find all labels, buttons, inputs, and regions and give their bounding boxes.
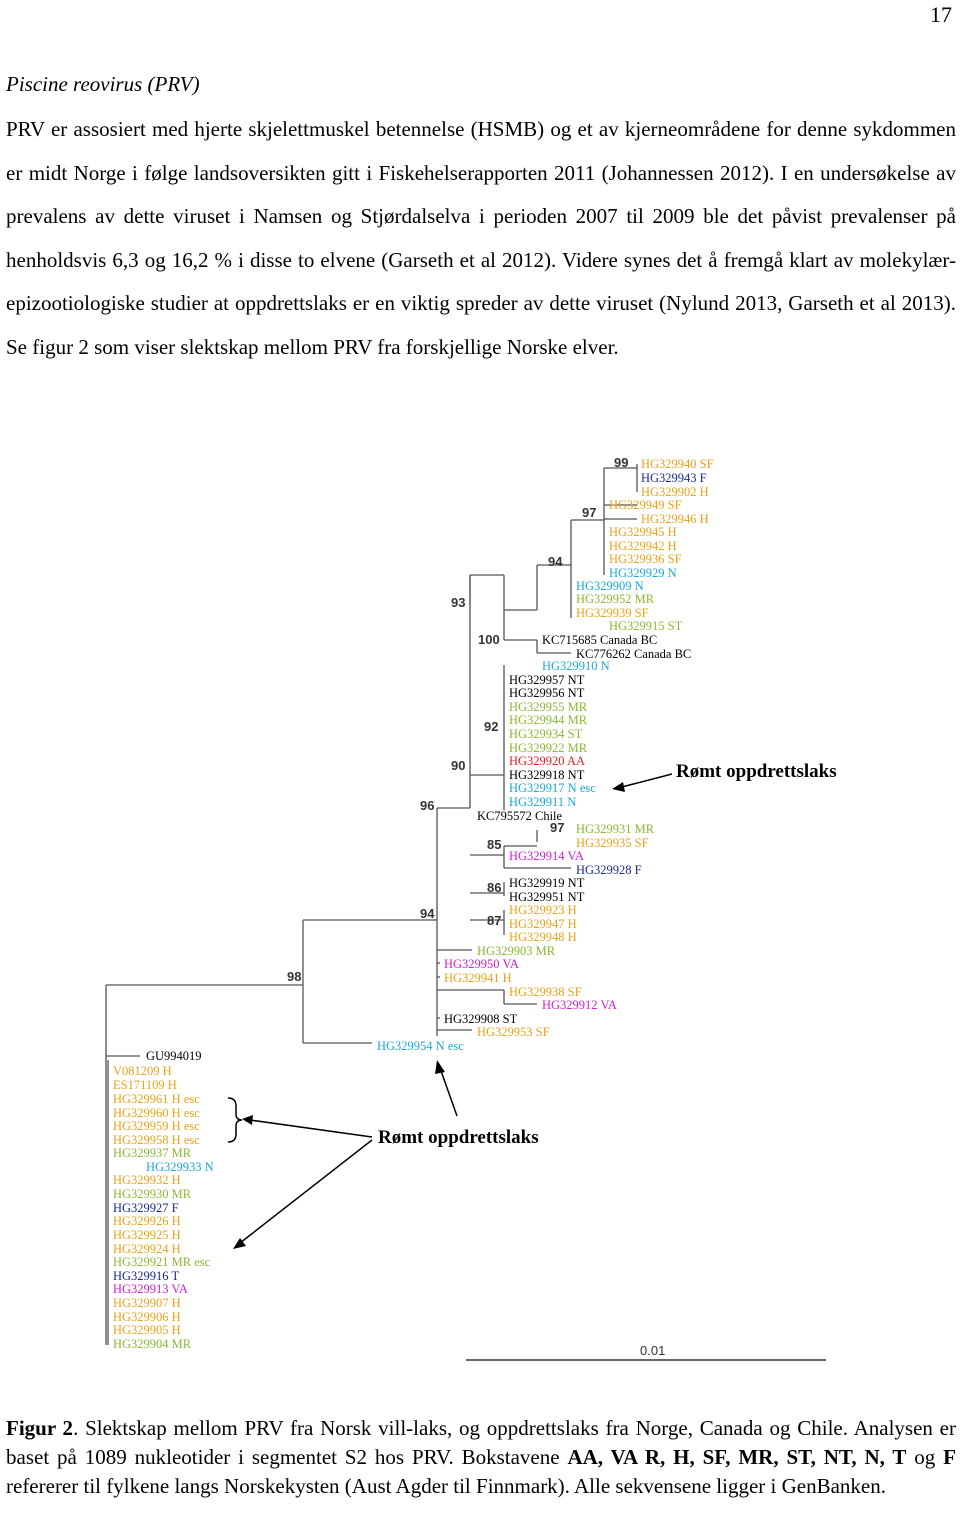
bootstrap-value: 98 [287,969,302,984]
annotation-arrow-down-left [240,1140,372,1243]
tree-leaf-label: HG329902 H [641,485,709,499]
tree-leaf-label: HG329943 F [641,471,707,485]
tree-leaf-label: HG329935 SF [576,836,649,850]
tree-leaf-label: HG329951 NT [509,890,585,904]
tree-leaf-label: HG329915 ST [609,619,683,633]
caption-text-1: . Slektskap mellom PRV fra Norsk vill-laks, og oppdrettslaks fra Norge, Canada og Chile. Analysen er baset på 1089 nukleotider i segmentet S2 hos PRV. Bokstavene [6,1416,956,1469]
tree-leaf-label: HG329920 AA [509,754,586,768]
caption-figure-label: Figur 2 [6,1416,74,1440]
tree-leaf-label: HG329948 H [509,930,577,944]
tree-leaf-label: HG329924 H [113,1242,181,1256]
bootstrap-value: 99 [614,455,629,470]
tree-leaf-label: HG329947 H [509,917,577,931]
tree-leaf-label: HG329908 ST [444,1012,518,1026]
tree-leaf-label: HG329929 N [609,566,677,580]
bootstrap-value: 94 [548,554,563,569]
tree-leaf-label: HG329907 H [113,1296,181,1310]
tree-leaf-label: HG329917 N esc [509,781,596,795]
tree-leaf-label: HG329944 MR [509,713,588,727]
tree-leaf-label: HG329903 MR [477,944,556,958]
tree-leaf-label: HG329906 H [113,1310,181,1324]
tree-leaf-label: HG329961 H esc [113,1092,200,1106]
tree-leaf-label: HG329938 SF [509,985,582,999]
tree-leaf-label: GU994019 [146,1049,202,1063]
tree-leaf-label: HG329949 SF [609,498,682,512]
tree-leaf-label: HG329905 H [113,1323,181,1337]
tree-leaf-label: HG329912 VA [542,998,617,1012]
tree-leaf-label: ES171109 H [113,1078,177,1092]
tree-leaf-label: HG329945 H [609,525,677,539]
tree-leaf-label: HG329916 T [113,1269,180,1283]
annotation-arrow-top [618,774,672,788]
tree-leaf-label: HG329936 SF [609,552,682,566]
annotation-escaped-farmed-salmon-bottom: Rømt oppdrettslaks [378,1127,539,1148]
bootstrap-value: 85 [487,837,502,852]
bootstrap-value: 93 [451,595,466,610]
annotation-arrow-head-top [612,782,625,792]
tree-leaf-label: HG329933 N [146,1160,214,1174]
tree-leaf-label: HG329942 H [609,539,677,553]
tree-leaf-label: HG329918 NT [509,768,585,782]
tree-leaf-labels [113,457,714,1351]
figure-caption [6,1414,956,1501]
tree-leaf-label: HG329934 ST [509,727,583,741]
page-number: 17 [930,2,952,27]
bootstrap-value: 90 [451,758,466,773]
bootstrap-value: 92 [484,719,499,734]
tree-leaf-label: HG329950 VA [444,957,519,971]
annotation-arrow-head-up [435,1060,445,1074]
tree-leaf-label: HG329959 H esc [113,1119,200,1133]
tree-leaf-label: HG329939 SF [576,606,649,620]
tree-leaf-label: HG329926 H [113,1214,181,1228]
annotation-bracket [228,1098,242,1142]
tree-leaf-label: HG329940 SF [641,457,714,471]
tree-leaf-label: HG329960 H esc [113,1106,200,1120]
tree-leaf-label: HG329953 SF [477,1025,550,1039]
tree-leaf-label: HG329952 MR [576,592,655,606]
caption-county-codes: AA, VA R, H, SF, MR, ST, NT, N, T [567,1445,907,1469]
tree-leaf-label: HG329925 H [113,1228,181,1242]
annotation-escaped-farmed-salmon-top: Rømt oppdrettslaks [676,761,837,782]
tree-leaf-label: HG329911 N [509,795,577,809]
section-heading: Piscine reovirus (PRV) [6,72,200,96]
bootstrap-value: 86 [487,880,502,895]
tree-leaf-label: HG329957 NT [509,673,585,687]
body-paragraph: PRV er assosiert med hjerte skjelettmuskel betennelse (HSMB) og et av kjerneområdene for denne sykdommen er midt Norge i følge landsoversikten gitt i Fiskehelserapporten 2011 (Johannessen 2012). I en undersøkelse av prevalens av dette viruset i Namsen og Stjørdalselva i perioden 2007 til 2009 ble det påvist prevalenser på henholdsvis 6,3 og 16,2 % i disse to elvene (Garseth et al 2012). Videre synes det å fremgå klart av molekylær-epizootiologiske studier at oppdrettslaks er en viktig spreder av dette viruset (Nylund 2013, Garseth et al 2013). Se figur 2 som viser slektskap mellom PRV fra forskjellige Norske elver. [6,117,956,359]
tree-leaf-label: HG329931 MR [576,822,655,836]
tree-leaf-label: HG329913 VA [113,1282,188,1296]
tree-leaf-label: HG329946 H [641,512,709,526]
bootstrap-value: 87 [487,913,502,928]
annotation-arrow-up [440,1068,457,1116]
tree-leaf-label: HG329922 MR [509,741,588,755]
caption-text-3: refererer til fylkene langs Norskekysten (Aust Agder til Finnmark). Alle sekvensene ligger i GenBanken. [6,1474,887,1498]
bootstrap-value: 97 [550,820,565,835]
caption-text-2: og [906,1445,944,1469]
tree-leaf-label: V081209 H [113,1064,172,1078]
annotation-arrow-left [250,1120,372,1137]
tree-leaf-label: HG329932 H [113,1173,181,1187]
tree-leaf-label: KC776262 Canada BC [576,647,692,661]
tree-leaf-label: HG329914 VA [509,849,584,863]
bootstrap-value: 100 [478,632,500,647]
tree-leaf-label: HG329927 F [113,1201,179,1215]
tree-leaf-label: HG329910 N [542,659,610,673]
scale-bar-label: 0.01 [640,1343,666,1358]
tree-leaf-label: HG329928 F [576,863,642,877]
tree-leaf-label: HG329923 H [509,903,577,917]
tree-leaf-label: KC795572 Chile [477,809,563,823]
tree-leaf-label: HG329930 MR [113,1187,192,1201]
tree-leaf-label: HG329909 N [576,579,644,593]
tree-leaf-label: HG329937 MR [113,1146,192,1160]
bootstrap-value: 96 [420,798,435,813]
tree-leaf-label: HG329921 MR esc [113,1255,211,1269]
tree-leaf-label: HG329919 NT [509,876,585,890]
bootstrap-value: 97 [582,505,597,520]
tree-leaf-label: HG329958 H esc [113,1133,200,1147]
tree-leaf-label: HG329954 N esc [377,1039,464,1053]
tree-leaf-label: KC715685 Canada BC [542,633,658,647]
tree-leaf-label: HG329956 NT [509,686,585,700]
tree-leaf-label: HG329955 MR [509,700,588,714]
caption-county-code-f: F [943,1445,956,1469]
bootstrap-value: 94 [420,906,435,921]
tree-leaf-label: HG329941 H [444,971,512,985]
annotation-arrow-head-left [242,1115,253,1125]
phylogenetic-tree [0,448,960,1373]
tree-leaf-label: HG329904 MR [113,1337,192,1351]
